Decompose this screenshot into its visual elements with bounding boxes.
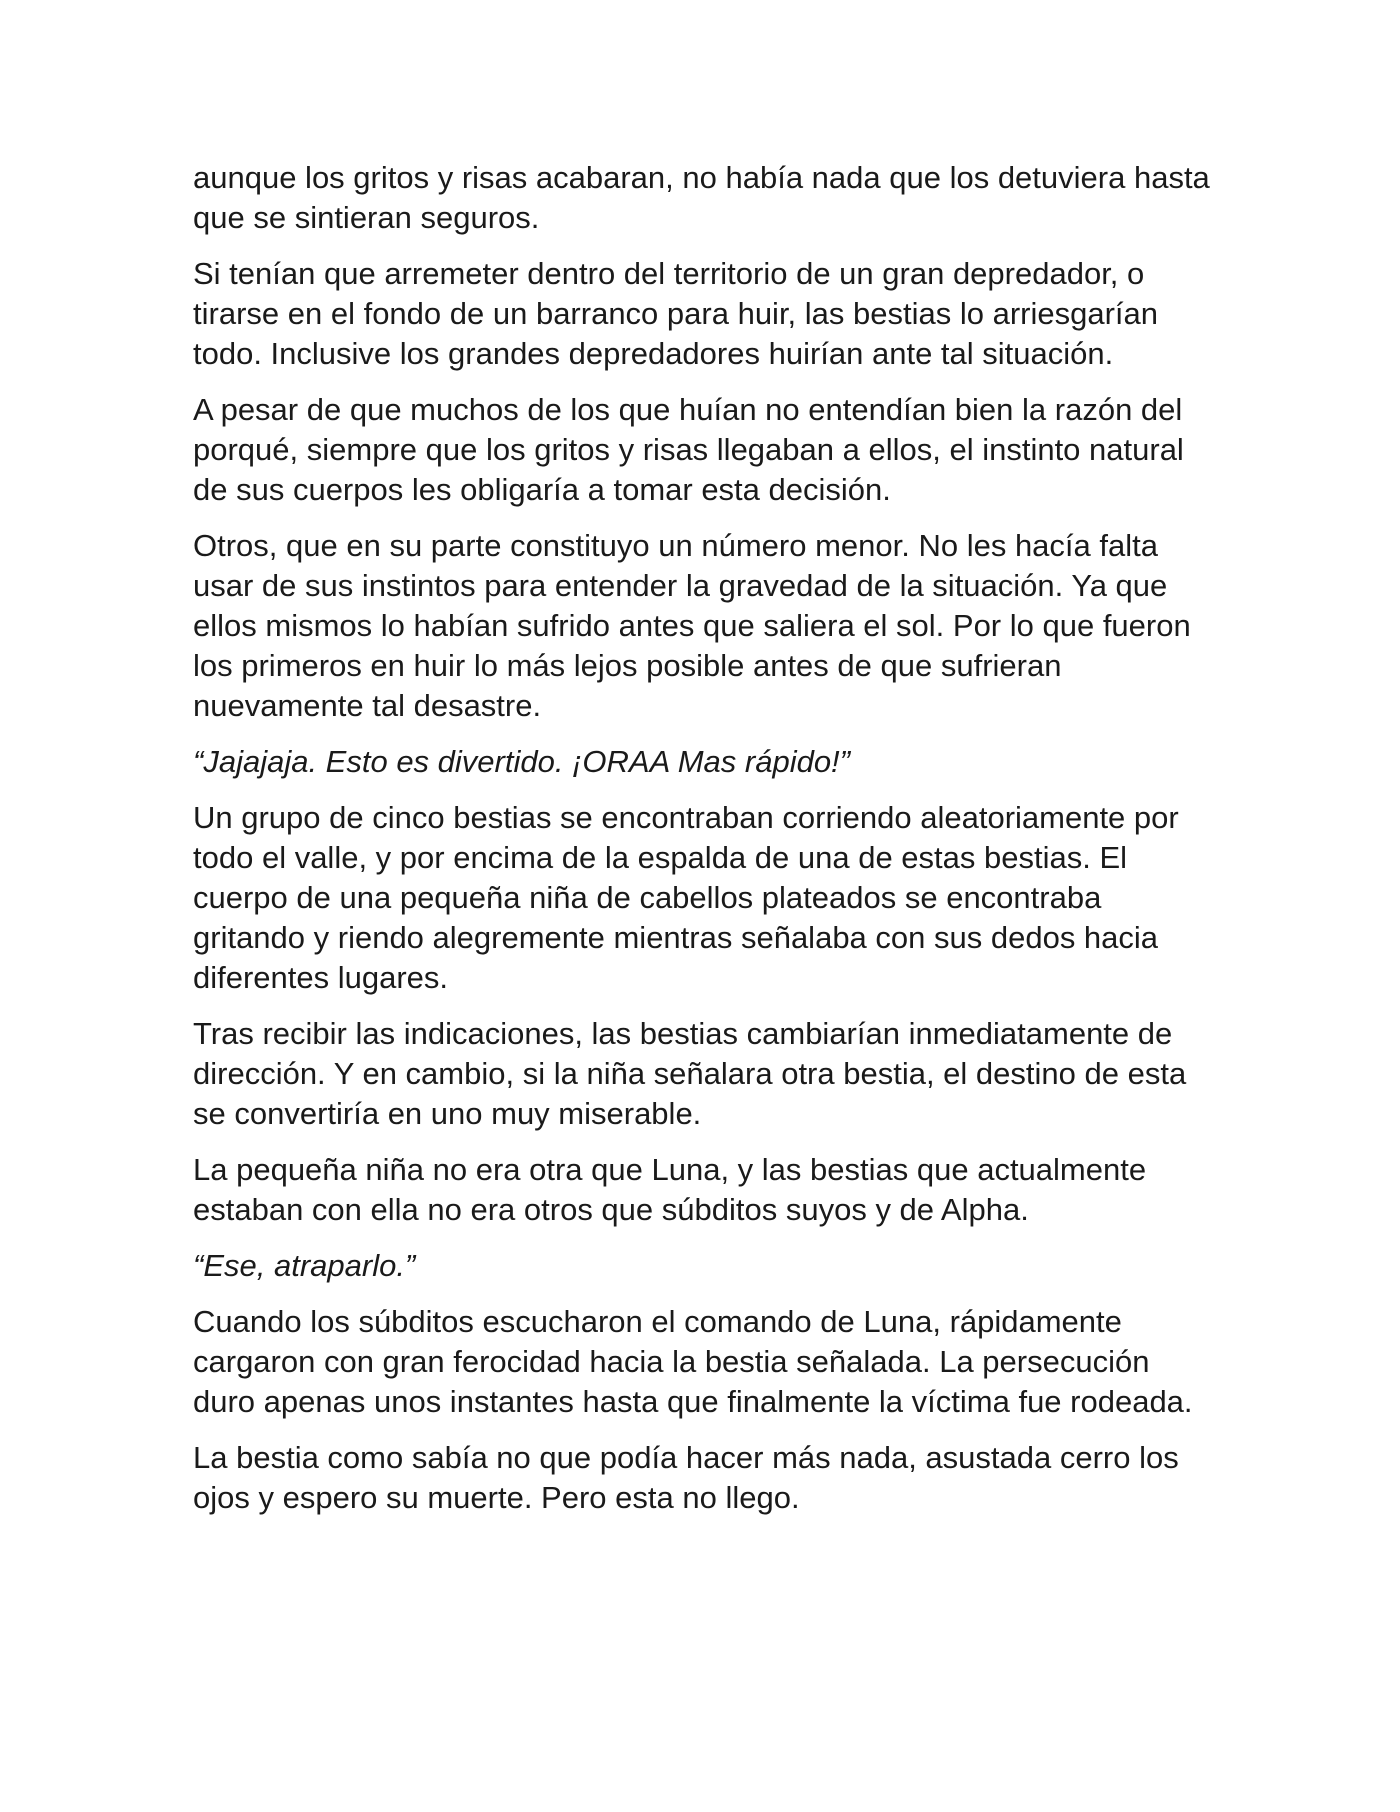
- paragraph: Tras recibir las indicaciones, las bestias cambiarían inmediatamente de dirección. Y en cambio, si la niña señalara otra bestia, el destino de esta se convertiría en uno muy miserable.: [193, 1016, 1187, 1131]
- paragraph: La pequeña niña no era otra que Luna, y las bestias que actualmente estaban con ella no era otros que súbditos suyos y de Alpha.: [193, 1152, 1147, 1227]
- paragraph: Un grupo de cinco bestias se encontraban corriendo aleatoriamente por todo el valle, y por encima de la espalda de una de estas bestias. El cuerpo de una pequeña niña de cabellos plateados se encontraba gritando y riendo alegremente mientras señalaba con sus dedos hacia diferentes lugares.: [193, 800, 1179, 995]
- paragraph: Si tenían que arremeter dentro del territorio de un gran depredador, o tirarse en el fondo de un barranco para huir, las bestias lo arriesgarían todo. Inclusive los grandes depredadores huirían ante tal situación.: [193, 256, 1159, 371]
- document-body: [193, 158, 1213, 1534]
- paragraph: Otros, que en su parte constituyo un número menor. No les hacía falta usar de sus instintos para entender la gravedad de la situación. Ya que ellos mismos lo habían sufrido antes que saliera el sol. Por lo que fueron los primeros en huir lo más lejos posible antes de que sufrieran nuevamente tal desastre.: [193, 528, 1191, 723]
- paragraph: La bestia como sabía no que podía hacer más nada, asustada cerro los ojos y espero su muerte. Pero esta no llego.: [193, 1440, 1179, 1515]
- dialogue-line: “Ese, atraparlo.”: [193, 1248, 416, 1283]
- paragraph: Cuando los súbditos escucharon el comando de Luna, rápidamente cargaron con gran ferocidad hacia la bestia señalada. La persecución duro apenas unos instantes hasta que finalmente la víctima fue rodeada.: [193, 1304, 1193, 1419]
- paragraph: A pesar de que muchos de los que huían no entendían bien la razón del porqué, siempre que los gritos y risas llegaban a ellos, el instinto natural de sus cuerpos les obligaría a tomar esta decisión.: [193, 392, 1184, 507]
- paragraph: aunque los gritos y risas acabaran, no había nada que los detuviera hasta que se sintieran seguros.: [193, 160, 1210, 235]
- dialogue-line: “Jajajaja. Esto es divertido. ¡ORAA Mas rápido!”: [193, 744, 850, 779]
